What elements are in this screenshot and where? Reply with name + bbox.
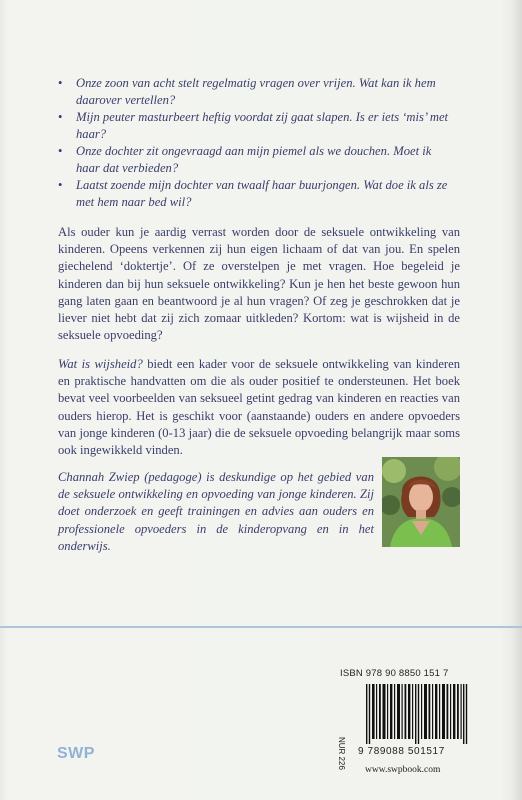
question-item: • Onze dochter zit ongevraagd aan mijn piemel als we douchen. Moet ik haar dat verbieden?	[58, 143, 458, 177]
description-paragraph	[58, 356, 460, 459]
question-item: • Onze zoon van acht stelt regelmatig vragen over vrijen. Wat kan ik hem daarover vertellen?	[58, 75, 458, 109]
question-item: • Mijn peuter masturbeert heftig voordat zij gaat slapen. Is er iets ‘mis’ met haar?	[58, 109, 458, 143]
intro-paragraph: Als ouder kun je aardig verrast worden door de seksuele ontwikkeling van kinderen. Opeens verkennen zij hun eigen lichaam of dat van jou. En spelen giechelend ‘doktertje’. Of ze overstelpen je met vragen. Hoe begeleid je kinderen dan bij hun seksuele ontwikkeling? Kun je hen het beste gewoon hun gang laten gaan en beantwoord je al hun vragen? Of zeg je geschrokken dat je liever niet hebt dat zij zich zomaar uitkleden? Kortom: wat is wijsheid in de seksuele opvoeding?	[58, 225, 460, 343]
question-item: • Laatst zoende mijn dochter van twaalf haar buurjongen. Wat doe ik als ze met hem naar bed wil?	[58, 177, 458, 211]
nur-code: NUR 226	[337, 737, 346, 770]
publisher-logo: SWP	[57, 745, 95, 762]
book-title: Wat is wijsheid?	[58, 357, 143, 371]
barcode-digits: 9 789088 501517	[358, 746, 445, 757]
question-list	[58, 75, 458, 211]
description-text: biedt een kader voor de seksuele ontwikkeling van kinderen en praktische handvatten om die als ouder positief te ondersteunen. Het boek bevat veel voorbeelden van seksueel getint gedrag van kinderen en reacties van ouders hierop. Het is geschikt voor (aanstaande) ouders en andere opvoeders van jonge kinderen (0-13 jaar) die de seksuele opvoeding belangrijk maar soms ook ingewikkeld vinden.	[58, 357, 460, 458]
author-photo	[382, 457, 460, 547]
author-bio: Channah Zwiep (pedagoge) is deskundige op het gebied van de seksuele ontwikkeling en opvoeding van jonge kinderen. Zij doet onderzoek en geeft trainingen en advies aan ouders en professionele opvoeders in de kinderopvang en in het onderwijs.	[58, 470, 374, 553]
cover-edge-shadow	[512, 0, 522, 800]
barcode	[366, 684, 470, 744]
publisher-website: www.swpbook.com	[365, 765, 441, 775]
isbn-text: ISBN 978 90 8850 151 7	[340, 668, 449, 679]
author-portrait-image	[382, 457, 460, 547]
divider-line	[0, 626, 522, 628]
